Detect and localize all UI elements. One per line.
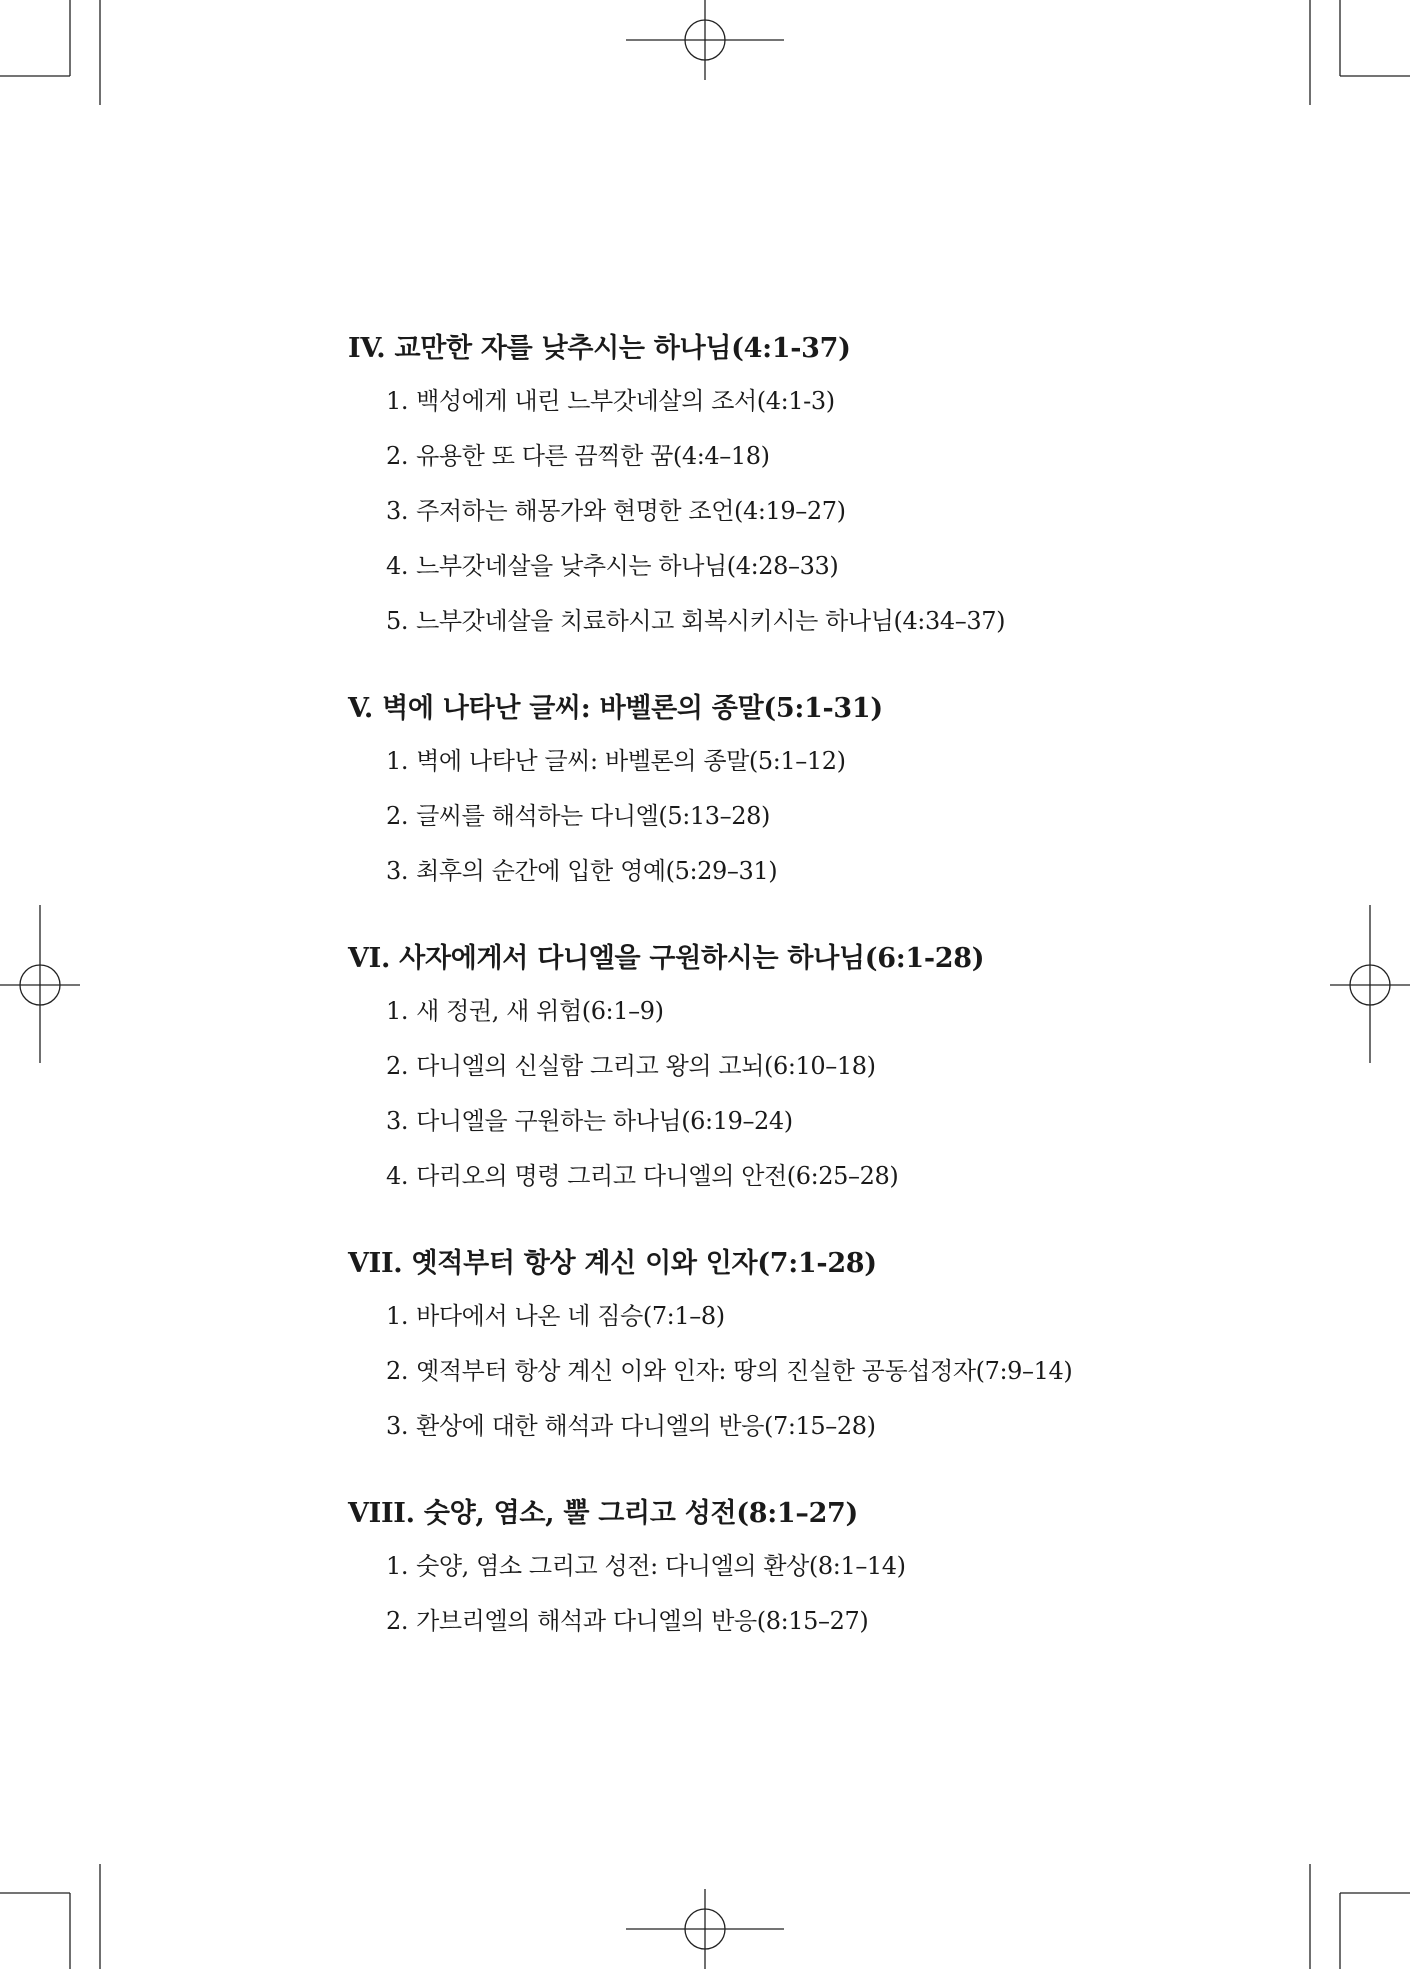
section-heading: VIII. 숫양, 염소, 뿔 그리고 성전(8:1–27) [348,1498,859,1529]
toc-item-text: 최후의 순간에 입한 영예(5:29–31) [416,857,778,885]
toc-item-text: 다니엘의 신실함 그리고 왕의 고뇌(6:10–18) [416,1052,876,1080]
toc-item-text: 유용한 또 다른 끔찍한 꿈(4:4–18) [416,442,770,470]
toc-item-text: 옛적부터 항상 계신 이와 인자: 땅의 진실한 공동섭정자(7:9–14) [416,1357,1073,1385]
toc-item [348,547,1348,602]
toc-section [348,1495,1348,1644]
section-heading: V. 벽에 나타난 글씨: 바벨론의 종말(5:1-31) [348,693,883,724]
toc-item [348,1352,1348,1407]
toc-item [348,602,1348,644]
toc-section [348,1245,1348,1449]
toc-item [348,1157,1348,1199]
toc-item [348,1602,1348,1644]
toc-item-number: 2. [386,802,409,830]
toc-item-text: 환상에 대한 해석과 다니엘의 반응(7:15–28) [416,1412,876,1440]
toc-item-number: 3. [386,1412,409,1440]
toc-item-number: 2. [386,1607,409,1635]
toc-item-number: 1. [386,747,409,775]
toc-item [348,382,1348,437]
toc-item [348,797,1348,852]
section-heading: VI. 사자에게서 다니엘을 구원하시는 하나님(6:1-28) [348,943,985,974]
toc-item-number: 1. [386,997,409,1025]
toc-item-number: 1. [386,1552,409,1580]
toc-item-text: 벽에 나타난 글씨: 바벨론의 종말(5:1–12) [416,747,846,775]
toc-item-text: 새 정권, 새 위험(6:1–9) [416,997,664,1025]
toc-section [348,330,1348,644]
toc-item [348,1407,1348,1449]
toc-item-text: 다리오의 명령 그리고 다니엘의 안전(6:25–28) [416,1162,899,1190]
toc-item [348,492,1348,547]
section-item-list [348,742,1348,894]
section-heading: VII. 옛적부터 항상 계신 이와 인자(7:1-28) [348,1248,877,1279]
toc-section [348,690,1348,894]
section-item-list [348,1297,1348,1449]
toc-item-number: 1. [386,387,409,415]
toc-item [348,992,1348,1047]
section-item-list [348,382,1348,644]
toc-item-number: 1. [386,1302,409,1330]
toc-item-number: 3. [386,497,409,525]
toc-item [348,1297,1348,1352]
table-of-contents [348,330,1348,1690]
toc-item-text: 다니엘을 구원하는 하나님(6:19–24) [416,1107,793,1135]
toc-item-number: 3. [386,857,409,885]
toc-item-text: 백성에게 내린 느부갓네살의 조서(4:1-3) [416,387,835,415]
toc-item-number: 3. [386,1107,409,1135]
toc-item [348,742,1348,797]
toc-item [348,1547,1348,1602]
toc-item-number: 2. [386,442,409,470]
section-item-list [348,1547,1348,1644]
section-heading: IV. 교만한 자를 낮추시는 하나님(4:1-37) [348,333,851,364]
toc-item [348,1102,1348,1157]
toc-item-number: 5. [386,607,409,635]
toc-item-number: 4. [386,1162,409,1190]
toc-item [348,1047,1348,1102]
toc-item-text: 숫양, 염소 그리고 성전: 다니엘의 환상(8:1–14) [416,1552,906,1580]
toc-item-text: 가브리엘의 해석과 다니엘의 반응(8:15–27) [416,1607,869,1635]
toc-item-number: 2. [386,1357,409,1385]
toc-item-text: 주저하는 해몽가와 현명한 조언(4:19–27) [416,497,846,525]
toc-item [348,852,1348,894]
toc-item-text: 바다에서 나온 네 짐승(7:1–8) [416,1302,725,1330]
toc-item-text: 느부갓네살을 낮추시는 하나님(4:28–33) [416,552,839,580]
toc-item-number: 4. [386,552,409,580]
toc-section [348,940,1348,1199]
toc-item-text: 느부갓네살을 치료하시고 회복시키시는 하나님(4:34–37) [416,607,1006,635]
toc-item-number: 2. [386,1052,409,1080]
section-item-list [348,992,1348,1199]
toc-item-text: 글씨를 해석하는 다니엘(5:13–28) [416,802,770,830]
toc-item [348,437,1348,492]
